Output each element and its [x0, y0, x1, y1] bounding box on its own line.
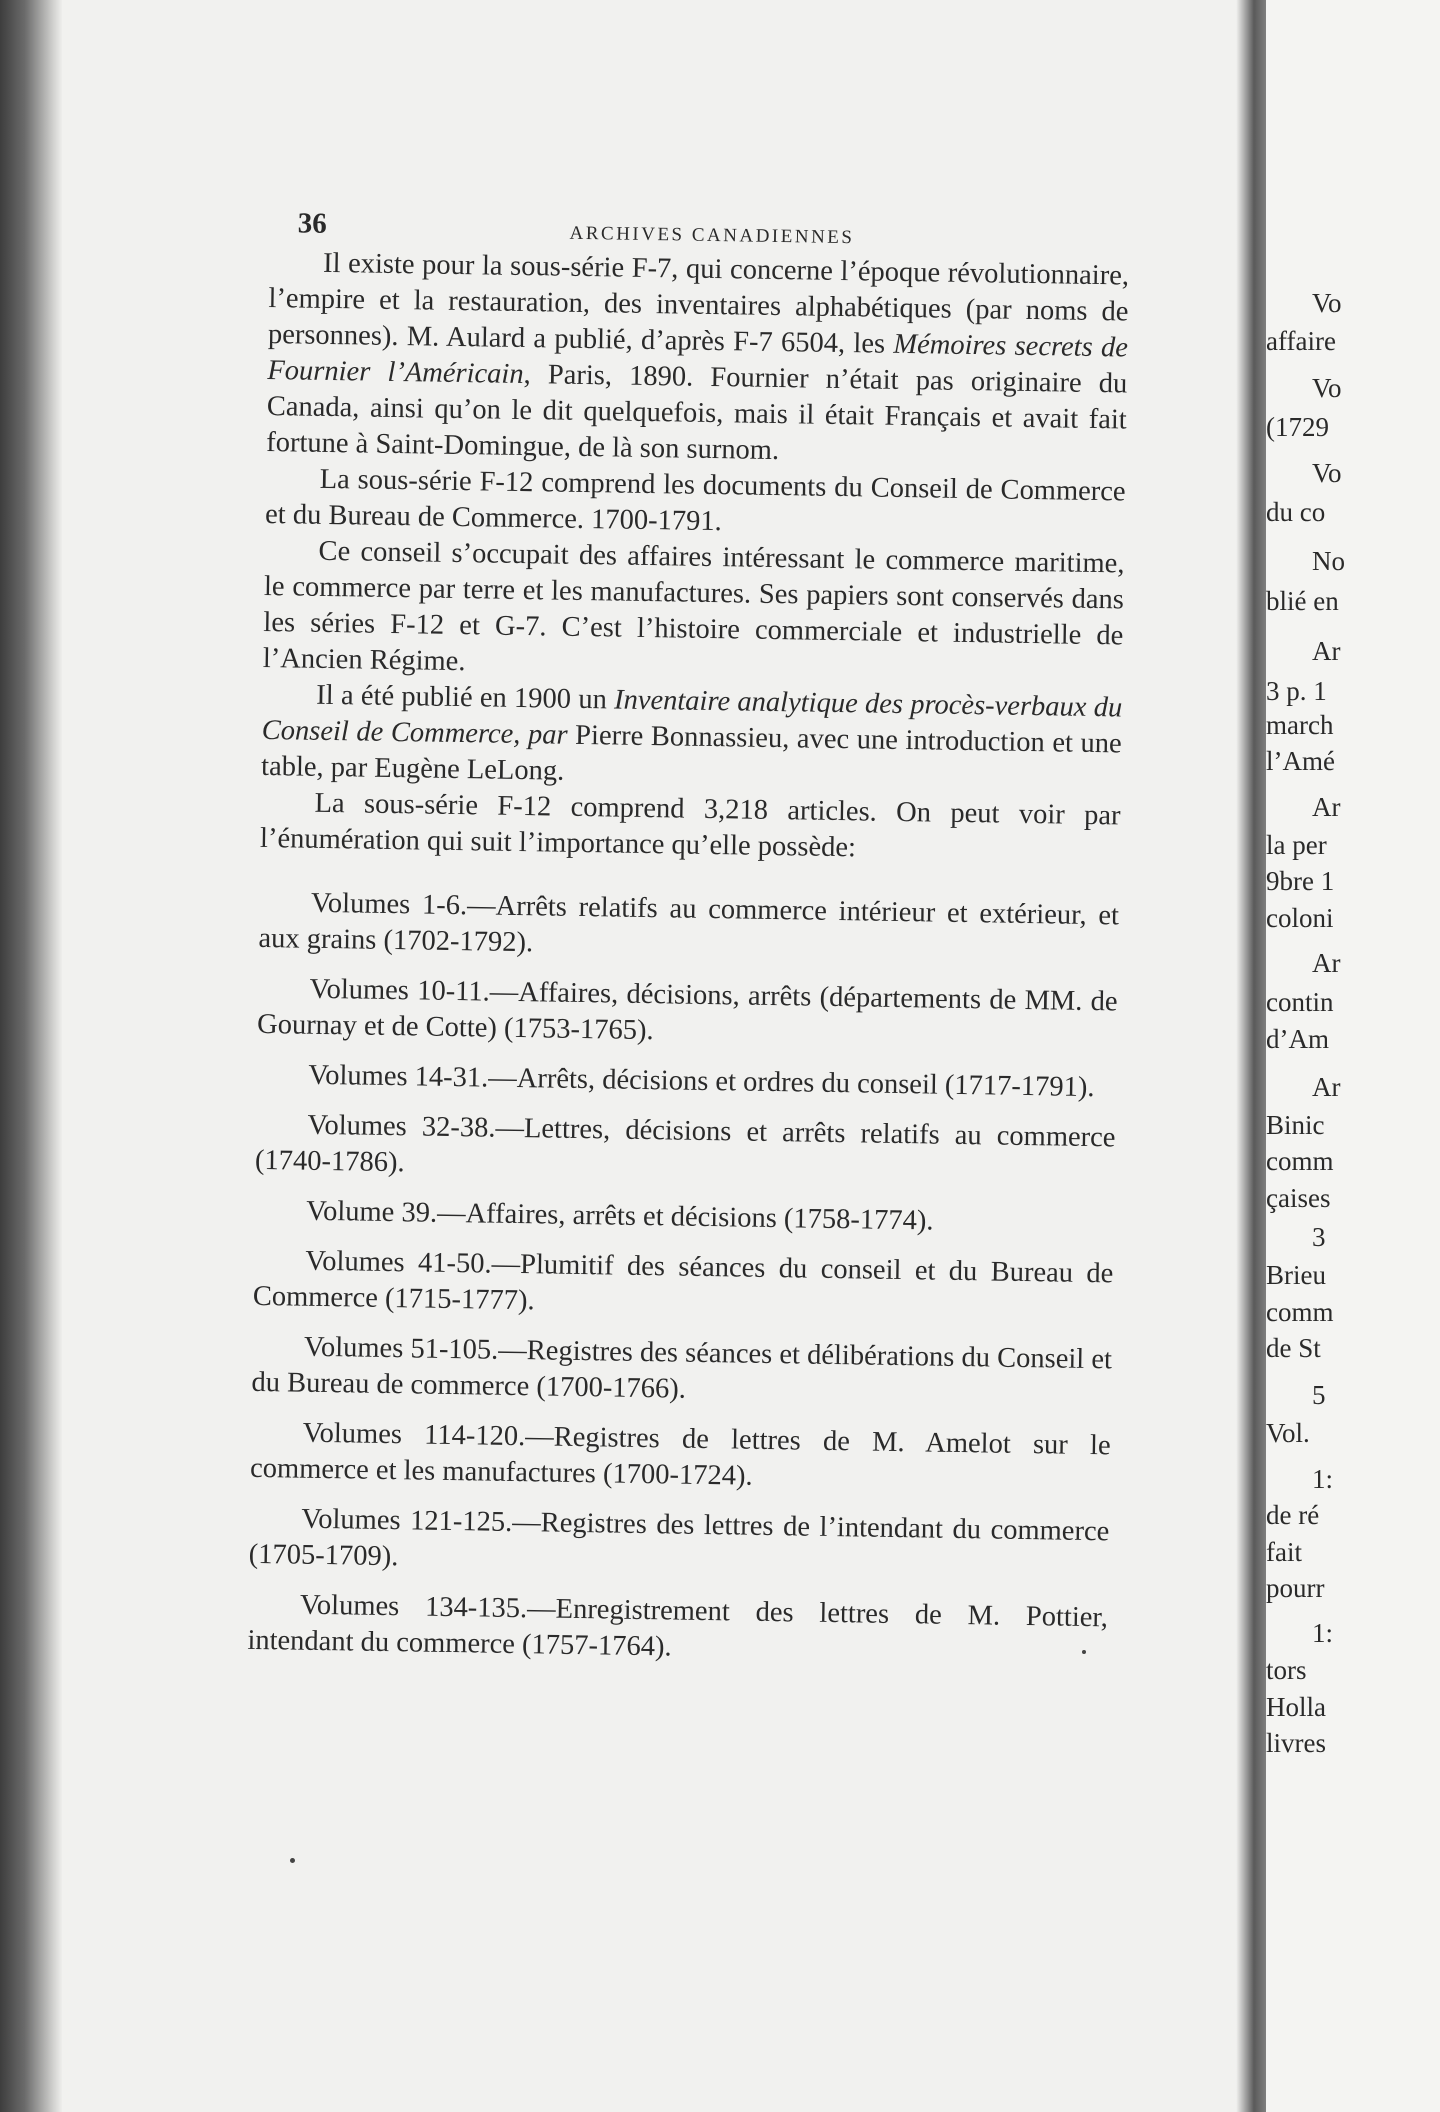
- paragraph-text: Pierre Bonnassieu, avec une introduction et une table, par Eugène LeLong.: [260, 719, 1122, 787]
- facing-page-fragment: 9bre 1: [1266, 866, 1335, 896]
- facing-page-fragment: 5: [1312, 1380, 1326, 1410]
- italic-title: Mémoires secrets de Fournier l’Américain: [267, 328, 1129, 391]
- volume-entry: Volumes 51-105.—Registres des séances et délibérations du Conseil et du Bureau de commerce (1700-1766).: [251, 1331, 1113, 1405]
- paragraph-text: Il a été publié en 1900 un: [316, 679, 615, 716]
- facing-page-fragment: coloni: [1266, 903, 1334, 933]
- facing-page-fragment: Ar: [1312, 792, 1341, 822]
- body-text: [260, 245, 1130, 870]
- facing-page-fragment: Ar: [1312, 636, 1341, 666]
- facing-page-fragment: Vo: [1312, 458, 1342, 488]
- facing-page-fragment: Vo: [1312, 373, 1342, 403]
- paragraph-text: La sous-série F-12 comprend les documents du Conseil de Commerce et du Bureau de Commerce. 1700-1791.: [264, 463, 1126, 538]
- volume-entry: Volumes 114-120.—Registres de lettres de M. Amelot sur le commerce et les manufactures (1700-1724).: [249, 1417, 1111, 1492]
- facing-page-fragment: çaises: [1266, 1183, 1331, 1213]
- paragraph: [266, 245, 1129, 474]
- volume-entry: Volumes 10-11.—Affaires, décisions, arrêts (départements de MM. de Gournay et de Cotte) (1753-1765).: [256, 973, 1118, 1047]
- facing-page-fragment: Vo: [1312, 288, 1342, 318]
- speck: [1082, 1650, 1086, 1654]
- volume-entry: Volumes 32-38.—Lettres, décisions et arrêts relatifs au commerce (1740-1786).: [254, 1109, 1116, 1179]
- facing-page-fragment: de ré: [1266, 1500, 1320, 1530]
- facing-page-fragment: blié en: [1266, 586, 1339, 616]
- facing-page-fragment: fait: [1266, 1537, 1302, 1567]
- volume-entry: Volumes 14-31.—Arrêts, décisions et ordres du conseil (1717-1791).: [308, 1059, 1095, 1104]
- volume-entry: Volumes 134-135.—Enregistrement des lettres de M. Pottier, intendant du commerce (1757-1764).: [247, 1589, 1109, 1663]
- facing-page-fragment: pourr: [1266, 1573, 1325, 1603]
- facing-page-fragment: d’Am: [1266, 1024, 1329, 1054]
- facing-page-fragment: Holla: [1266, 1692, 1326, 1722]
- facing-page-fragment: contin: [1266, 987, 1334, 1017]
- paragraph: [265, 461, 1126, 546]
- facing-page-fragment: (1729: [1266, 412, 1329, 442]
- paragraph-text: La sous-série F-12 comprend 3,218 articles. On peut voir par l’énumération qui suit l’importance qu’elle possède:: [259, 787, 1121, 864]
- facing-page-fragment: Binic: [1266, 1110, 1325, 1140]
- paragraph-text: Ce conseil s’occupait des affaires intéressant le commerce maritime, le commerce par terre et les manufactures. Ses papiers sont conservés dans les séries F-12 et G-7. C’est l’histoire commerciale et industrielle de l’Ancien Régime.: [262, 535, 1125, 678]
- facing-page-fragment: affaire: [1266, 326, 1336, 356]
- left-page: [247, 205, 1130, 1686]
- facing-page-fragment: Vol.: [1266, 1418, 1310, 1448]
- facing-page-fragment: comm: [1266, 1297, 1334, 1327]
- paragraph: [261, 677, 1123, 798]
- book-left-edge-shadow: [0, 0, 62, 2112]
- running-head: ARCHIVES CANADIENNES: [569, 222, 855, 249]
- paragraph-text: Il existe pour la sous-série F-7, qui concerne l’époque révolutionnaire, l’empire et la restauration, des inventaires alphabétiques (par noms de personnes). M. Aulard a publié, d’après F-7 6504, les: [267, 247, 1130, 360]
- facing-page-fragment: Brieu: [1266, 1260, 1326, 1290]
- facing-page-fragment: comm: [1266, 1146, 1334, 1176]
- page-number: 36: [297, 207, 327, 240]
- facing-page-text: [1266, 0, 1440, 2112]
- paragraph: [263, 533, 1125, 690]
- facing-page-fragment: Ar: [1312, 948, 1341, 978]
- facing-page-fragment: livres: [1266, 1728, 1326, 1758]
- volume-entry: Volume 39.—Affaires, arrêts et décisions (1758-1774).: [305, 1195, 934, 1237]
- facing-page-fragment: de St: [1266, 1333, 1321, 1363]
- facing-page-fragment: Ar: [1312, 1072, 1341, 1102]
- facing-page-fragment: 1:: [1312, 1464, 1334, 1494]
- paragraph: [260, 785, 1121, 870]
- facing-page-fragment: l’Amé: [1266, 746, 1335, 776]
- facing-page-fragment: la per: [1266, 830, 1327, 860]
- facing-page-fragment: 3: [1312, 1222, 1326, 1252]
- facing-page-edge: [1266, 0, 1440, 2112]
- facing-page-fragment: No: [1312, 546, 1345, 576]
- italic-title: Inventaire analytique des procès-verbaux du Conseil de Commerce, par: [261, 684, 1123, 751]
- book-gutter-shadow: [1236, 0, 1266, 2112]
- speck: [290, 1858, 295, 1863]
- facing-page-fragment: 1:: [1312, 1618, 1334, 1648]
- volume-list: [247, 885, 1119, 1672]
- facing-page-fragment: march: [1266, 710, 1334, 740]
- volume-entry: Volumes 41-50.—Plumitif des séances du conseil et du Bureau de Commerce (1715-1777).: [252, 1245, 1114, 1317]
- facing-page-fragment: 3 p. 1: [1266, 676, 1327, 706]
- paragraph-text: , Paris, 1890. Fournier n’était pas originaire du Canada, ainsi qu’on le dit quelquefois, mais il était Français et avait fait fortune à Saint-Domingue, de là son surnom.: [266, 359, 1128, 467]
- facing-page-fragment: du co: [1266, 497, 1326, 527]
- volume-entry: Volumes 121-125.—Registres des lettres de l’intendant du commerce (1705-1709).: [248, 1503, 1110, 1573]
- volume-entry: Volumes 1-6.—Arrêts relatifs au commerce intérieur et extérieur, et aux grains (1702-1792).: [258, 887, 1120, 959]
- facing-page-fragment: tors: [1266, 1655, 1307, 1685]
